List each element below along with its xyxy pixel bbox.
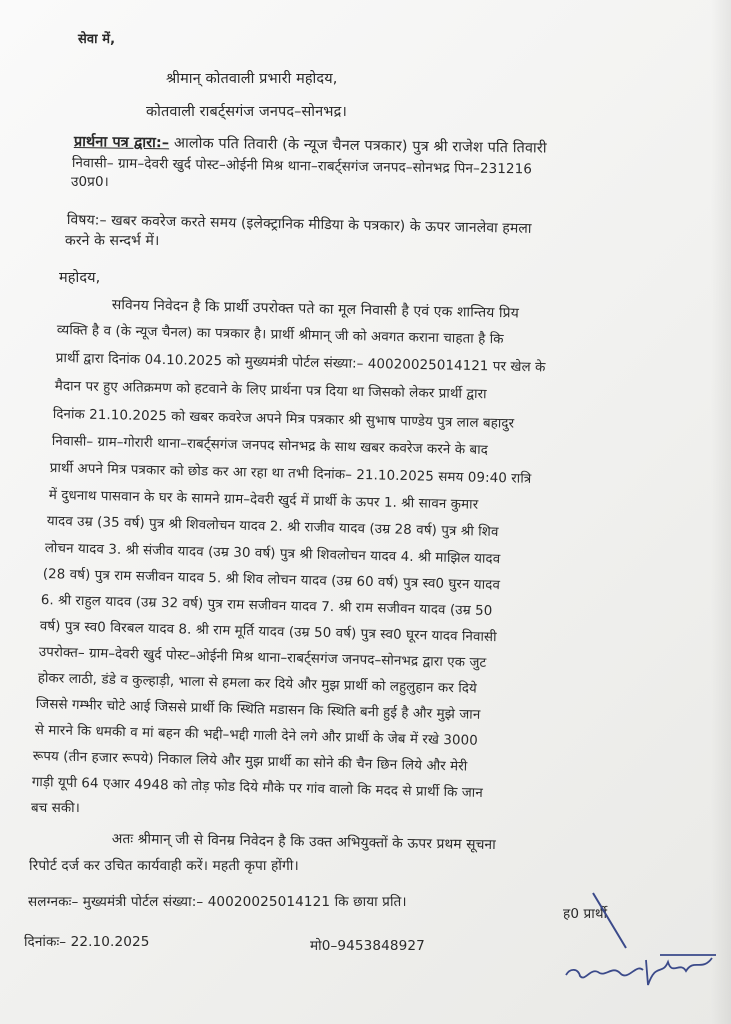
- body-line-18: रूपय (तीन हजार रूपये) निकाल लिये और मुझ प्रार्थी का सोने की चैन छिन लिये और मेरी: [32, 748, 468, 775]
- recipient-line-1: श्रीमान् कोतवाली प्रभारी महोदय,: [166, 71, 338, 87]
- body-line-12: 6. श्री राहुल यादव (उम्र 32 वर्ष) पुत्र राम सजीवन यादव 7. श्री राम सजीवन यादव (उम्र 50: [40, 592, 493, 620]
- body-line-3: प्रार्थी द्वारा दिनांक 04.10.2025 को मुख्यमंत्री पोर्टल संख्या:– 40020025014121 पर खेल के: [55, 350, 546, 376]
- body-line-11: (28 वर्ष) पुत्र राम सजीवन यादव 5. श्री शिव लोचन यादव (उम्र 60 वर्ष) पुत्र स्व0 घुरन यादव: [42, 566, 501, 594]
- body-line-16: जिससे गम्भीर चोटे आई जिससे प्रार्थी कि स्थिति मडासन कि स्थिति बनी हुई है और मुझे जान: [35, 696, 481, 723]
- body-line-19: गाड़ी यूपी 64 एआर 4948 को तोड़ फोड दिये मौके पर गांव वालो कि मदद से प्रार्थी कि जान: [31, 774, 484, 802]
- salutation: सेवा में,: [78, 32, 116, 47]
- page-edge-shadow: [711, 0, 731, 1024]
- body-line-7: प्रार्थी अपने मित्र पत्रकार को छोड कर आ रहा था तभी दिनांक– 21.10.2025 समय 09:40 रात्रि: [49, 460, 532, 487]
- body-line-15: होकर लाठी, डंडे व कुल्हाड़ी, भाला से हमला कर दिये और मुझ प्रार्थी को लहुलुहान कर दिये: [37, 670, 478, 697]
- applicant-label: प्रार्थना पत्र द्वारा:–: [73, 133, 170, 152]
- subject-line-1: विषय:– खबर कवरेज करते समय (इलेक्ट्रानिक मीडिया के पत्रकार) के ऊपर जानलेवा हमला: [66, 211, 532, 237]
- body-line-5: दिनांक 21.10.2025 को खबर कवरेज अपने मित्र पत्रकार श्री सुभाष पाण्डेय पुत्र लाल बहादुर: [52, 406, 515, 432]
- body-line-1: सविनय निवेदन है कि प्रार्थी उपरोक्त पते का मूल निवासी है एवं एक शान्तिय प्रिय: [111, 296, 520, 322]
- body-line-10: लोचन यादव 3. श्री संजीव यादव (उम्र 30 वर्ष) पुत्र श्री शिवलोचन यादव 4. श्री माझिल यादव: [44, 540, 501, 568]
- body-line-14: उपरोक्त– ग्राम–देवरी खुर्द पोस्ट–ओईनी मिश्र थाना–राबर्ट्सगंज जनपद–सोनभद्र द्वारा एक जुट: [38, 644, 487, 671]
- request-line-1: अतः श्रीमान् जी से विनम्र निवेदन है कि उक्त अभियुक्तों के ऊपर प्रथम सूचना: [111, 830, 496, 854]
- body-line-13: वर्ष) पुत्र स्व0 विरबल यादव 8. श्री राम मूर्ति यादव (उम्र 50 वर्ष) पुत्र स्व0 घूरन यादव निवासी: [39, 618, 497, 646]
- enclosure-note: सलग्नकः– मुख्यमंत्री पोर्टल संख्या:– 40020025014121 कि छाया प्रति।: [28, 894, 407, 910]
- applicant-line-3: उ0प्र0।: [71, 174, 109, 190]
- body-line-6: निवासी– ग्राम–गोरारी थाना–राबर्ट्सगंज जनपद सोनभद्र के साथ खबर कवरेज करने के बाद: [51, 433, 489, 459]
- body-line-4: मैदान पर हुए अतिक्रमण को हटवाने के लिए प्रार्थना पत्र दिया था जिसको लेकर प्रार्थी द्वारा: [54, 378, 487, 403]
- letter-date: दिनांकः– 22.10.2025: [24, 934, 150, 950]
- body-line-17: से मारने कि धमकी व मां बहन की भद्दी–भद्दी गाली देने लगे और प्रार्थी के जेब में रखे 3000: [34, 722, 479, 749]
- body-line-20-visible: बच सकी।: [31, 801, 80, 816]
- applicant-line-1: [74, 133, 547, 158]
- signed-label: ह0 प्रार्थी: [563, 906, 608, 922]
- body-line-9: यादव उम्र (35 वर्ष) पुत्र श्री शिवलोचन यादव 2. श्री राजीव यादव (उम्र 28 वर्ष) पुत्र श्री शिव: [46, 513, 499, 541]
- body-line-2: व्यक्ति है व (के न्यूज चैनल) का पत्रकार है। प्रार्थी श्रीमान् जी को अवगत कराना चाहता है कि: [56, 322, 504, 348]
- subject-line-2: करने के सन्दर्भ में।: [65, 233, 160, 249]
- applicant-name: आलोक पति तिवारी (के न्यूज चैनल पत्रकार) पुत्र श्री राजेश पति तिवारी: [173, 135, 547, 157]
- applicant-line-2: निवासी– ग्राम–देवरी खुर्द पोस्ट–ओईनी मिश्र थाना–राबर्ट्सगंज जनपद–सोनभद्र पिन–231216: [71, 154, 533, 178]
- recipient-line-2: कोतवाली राबर्ट्सगंज जनपद–सोनभद्र।: [146, 104, 347, 120]
- body-line-8: में दुधनाथ पासवान के घर के सामने ग्राम–देवरी खुर्द में प्रार्थी के ऊपर 1. श्री सावन कुमार: [48, 487, 479, 513]
- mobile-number: मो0–9453848927: [310, 938, 425, 954]
- greeting: महोदय,: [59, 270, 101, 286]
- request-line-2: रिपोर्ट दर्ज कर उचित कार्यवाही करें। महती कृपा होंगी।: [29, 858, 299, 874]
- signature-handwriting: [566, 955, 716, 985]
